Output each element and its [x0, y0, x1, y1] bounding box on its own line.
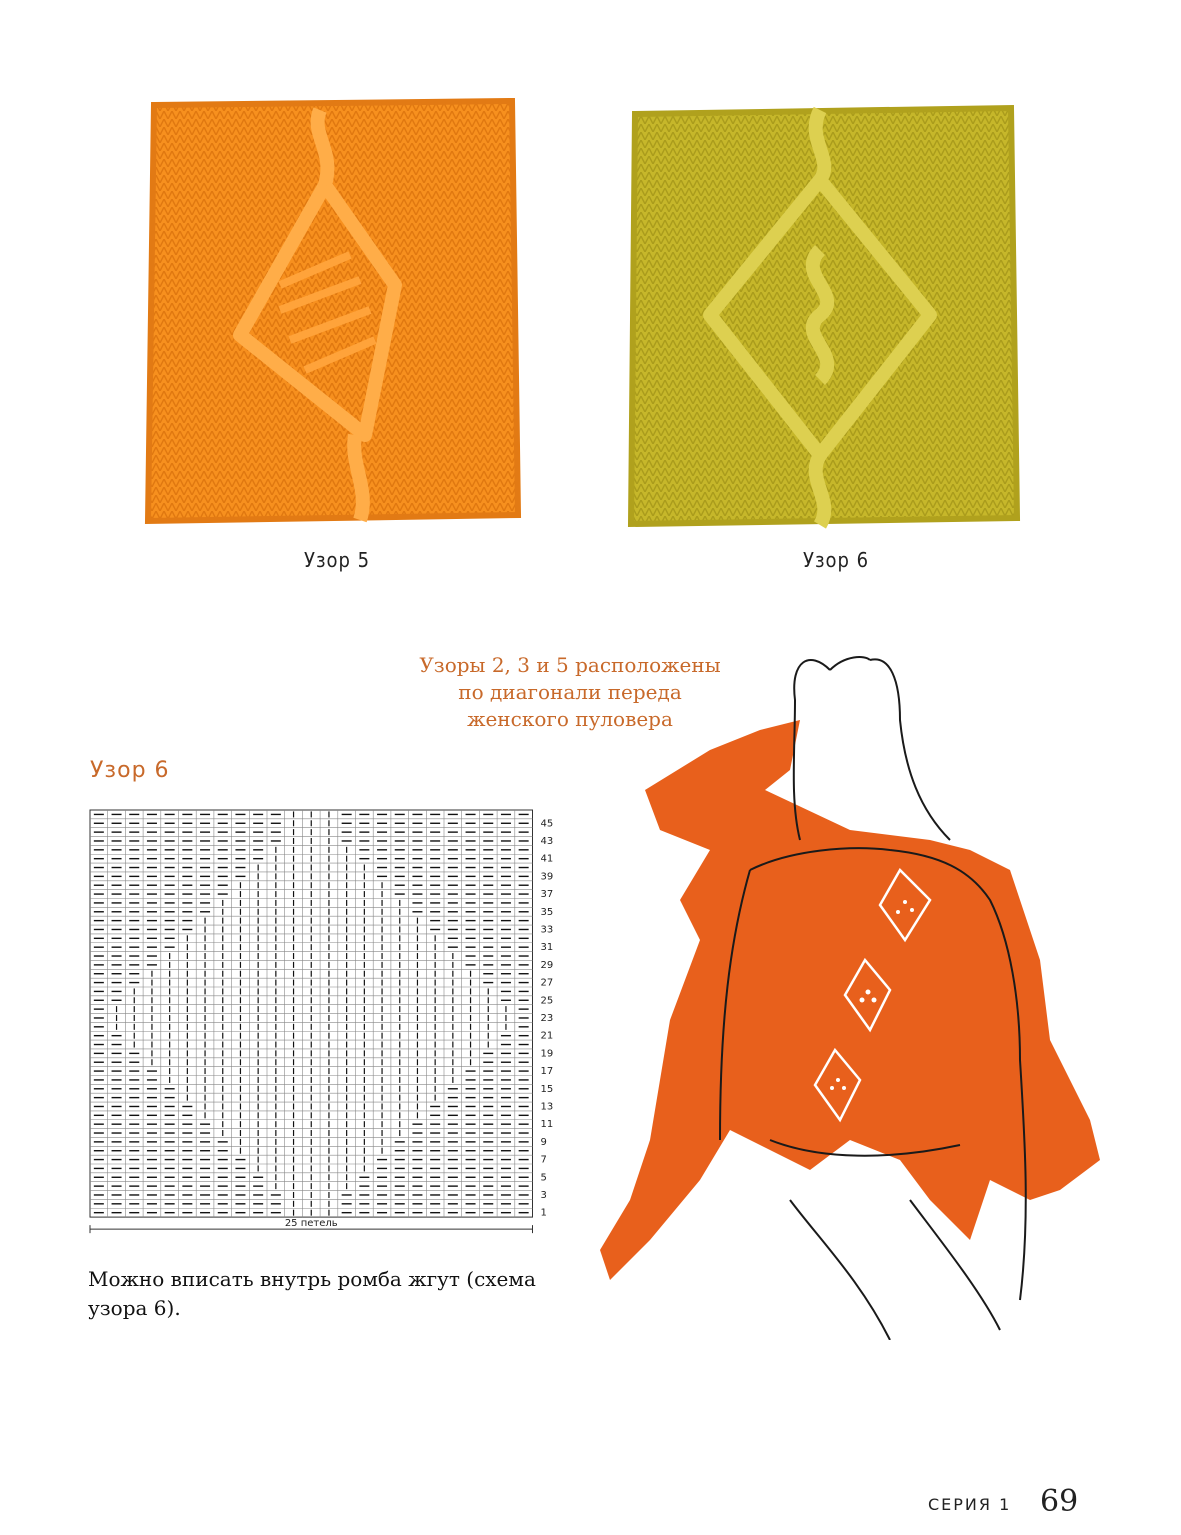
chart-row-label: 13: [540, 1101, 554, 1113]
page-number: 69: [1040, 1484, 1079, 1519]
chart-row-label: 45: [540, 818, 554, 830]
chart-row-label: 17: [540, 1066, 554, 1078]
chart-row-label: 9: [540, 1136, 547, 1148]
note-line-2: по диагонали переда: [458, 680, 682, 704]
chart-row-label: 35: [540, 906, 554, 918]
body-text: Можно вписать внутрь ромба жгут (схема узора 6).: [88, 1267, 536, 1320]
note-line-1: Узоры 2, 3 и 5 расположены: [419, 653, 721, 677]
swatch-caption-5: Узор 5: [304, 548, 371, 572]
chart-row-label: 31: [540, 942, 554, 954]
sweater-illustration: [590, 640, 1120, 1344]
chart-row-label: 1: [540, 1207, 547, 1219]
swatch-caption-6: Узор 6: [803, 548, 870, 572]
chart-row-label: 15: [540, 1083, 554, 1095]
chart-row-label: 23: [540, 1012, 554, 1024]
chart-width-label: 25 петель: [284, 1218, 338, 1230]
chart-row-label: 19: [540, 1048, 554, 1060]
chart-row-label: 3: [540, 1189, 547, 1201]
chart-row-label: 41: [540, 853, 554, 865]
footer-series: СЕРИЯ 1: [928, 1495, 1012, 1514]
chart-row-label: 33: [540, 924, 554, 936]
swatch-pattern-6: [625, 100, 1025, 532]
chart-row-label: 39: [540, 871, 554, 883]
chart-row-label: 29: [540, 959, 554, 971]
chart-row-label: 37: [540, 889, 554, 901]
knitting-chart: [84, 800, 574, 1244]
chart-row-label: 25: [540, 995, 554, 1007]
note-line-3: женского пуловера: [467, 707, 673, 731]
chart-row-label: 43: [540, 835, 554, 847]
swatch-pattern-5: [140, 95, 525, 530]
chart-row-label: 21: [540, 1030, 554, 1042]
chart-row-label: 7: [540, 1154, 547, 1166]
chart-row-label: 11: [540, 1119, 554, 1131]
chart-row-label: 5: [540, 1172, 547, 1184]
chart-heading: Узор 6: [90, 758, 170, 783]
chart-row-label: 27: [540, 977, 554, 989]
